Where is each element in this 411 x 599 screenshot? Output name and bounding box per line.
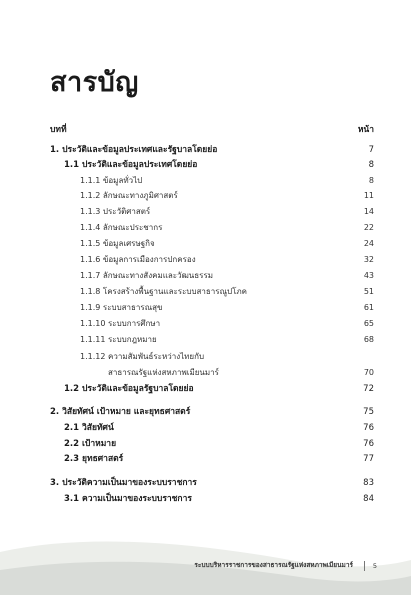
- toc-entry-page: 68: [363, 335, 374, 344]
- toc-entry-page: 76: [363, 439, 374, 449]
- toc-entry-page: 43: [363, 271, 374, 280]
- toc-entry-page: 61: [363, 303, 374, 312]
- toc-entry-label: 1.1.11 ระบบกฎหมาย: [80, 335, 157, 344]
- toc-entry[interactable]: [0, 492, 411, 506]
- toc-entry-page: 8: [368, 160, 374, 170]
- footer-page-number: 5: [372, 562, 377, 570]
- toc-entry-page: 75: [363, 407, 374, 417]
- toc-entry-page: 11: [363, 191, 374, 200]
- toc-entry[interactable]: [0, 350, 411, 364]
- toc-entry-label: 1.1.6 ข้อมูลการเมืองการปกครอง: [80, 255, 196, 264]
- chapter-column-header: บทที่: [50, 125, 67, 135]
- toc-entry-label: 1. ประวัติและข้อมูลประเทศและรัฐบาลโดยย่อ: [50, 145, 218, 155]
- toc-entry-page: 8: [368, 176, 374, 185]
- toc-entry[interactable]: [0, 366, 411, 380]
- toc-entry-page: 76: [363, 423, 374, 433]
- toc-entry-label: 2. วิสัยทัศน์ เป้าหมาย และยุทธศาสตร์: [50, 407, 191, 417]
- toc-entry[interactable]: [0, 253, 411, 267]
- toc-entry[interactable]: [0, 301, 411, 315]
- toc-entry-page: 70: [363, 368, 374, 377]
- toc-entry-page: 24: [363, 239, 374, 248]
- toc-entry-page: 84: [363, 494, 374, 504]
- toc-entry-label: 1.1.5 ข้อมูลเศรษฐกิจ: [80, 239, 155, 248]
- toc-entry[interactable]: [0, 205, 411, 219]
- toc-entry-label: 1.1.3 ประวัติศาสตร์: [80, 207, 151, 216]
- toc-entry-page: 83: [363, 478, 374, 488]
- page-column-header: หน้า: [357, 125, 374, 135]
- toc-entry-page: 51: [363, 287, 374, 296]
- toc-entry-label: 2.3 ยุทธศาสตร์: [64, 454, 124, 464]
- toc-entry[interactable]: [0, 285, 411, 299]
- toc-entry-label: 1.1.2 ลักษณะทางภูมิศาสตร์: [80, 191, 178, 200]
- toc-entry[interactable]: [0, 221, 411, 235]
- toc-entry[interactable]: [0, 269, 411, 283]
- toc-entry-page: 14: [363, 207, 374, 216]
- toc-entry-label: 3. ประวัติความเป็นมาของระบบราชการ: [50, 478, 197, 488]
- toc-entry-page: 7: [368, 145, 374, 155]
- toc-entry-label: 1.1 ประวัติและข้อมูลประเทศโดยย่อ: [64, 160, 198, 170]
- toc-entry-page: 32: [363, 255, 374, 264]
- footer-separator: [364, 561, 365, 571]
- toc-entry-page: 22: [363, 223, 374, 232]
- toc-entry[interactable]: [0, 237, 411, 251]
- toc-entry[interactable]: [0, 405, 411, 419]
- toc-entry[interactable]: [0, 476, 411, 490]
- toc-entry-label: 1.1.7 ลักษณะทางสังคมและวัฒนธรรม: [80, 271, 214, 280]
- toc-entry-label: 2.2 เป้าหมาย: [64, 439, 117, 449]
- toc-entry[interactable]: [0, 452, 411, 466]
- toc-entry[interactable]: [0, 421, 411, 435]
- toc-entry-page: 72: [363, 384, 374, 394]
- toc-entry[interactable]: [0, 189, 411, 203]
- toc-entry[interactable]: [0, 158, 411, 172]
- toc-entry-label: สาธารณรัฐแห่งสหภาพเมียนมาร์: [108, 368, 219, 377]
- toc-entry-label: 1.1.8 โครงสร้างพื้นฐานและระบบสาธารณูปโภค: [80, 287, 248, 296]
- toc-entry-page: 77: [363, 454, 374, 464]
- toc-entry[interactable]: [0, 382, 411, 396]
- page-title: สารบัญ: [50, 67, 139, 98]
- toc-entry[interactable]: [0, 333, 411, 347]
- footer-document-title: ระบบบริหารราชการของสาธารณรัฐแห่งสหภาพเมียนมาร์: [194, 561, 353, 569]
- toc-entry-label: 2.1 วิสัยทัศน์: [64, 423, 114, 433]
- toc-entry-label: 1.1.9 ระบบสาธารณสุข: [80, 303, 163, 312]
- toc-entry[interactable]: [0, 143, 411, 157]
- toc-entry-page: 65: [363, 319, 374, 328]
- toc-entry-label: 1.1.4 ลักษณะประชากร: [80, 223, 163, 232]
- toc-entry-label: 3.1 ความเป็นมาของระบบราชการ: [64, 494, 192, 504]
- toc-entry[interactable]: [0, 174, 411, 188]
- toc-entry-label: 1.1.10 ระบบการศึกษา: [80, 319, 161, 328]
- toc-entry[interactable]: [0, 317, 411, 331]
- toc-entry-label: 1.2 ประวัติและข้อมูลรัฐบาลโดยย่อ: [64, 384, 194, 394]
- toc-entry-label: 1.1.12 ความสัมพันธ์ระหว่างไทยกับ: [80, 352, 205, 361]
- toc-entry-label: 1.1.1 ข้อมูลทั่วไป: [80, 176, 143, 185]
- toc-entry[interactable]: [0, 437, 411, 451]
